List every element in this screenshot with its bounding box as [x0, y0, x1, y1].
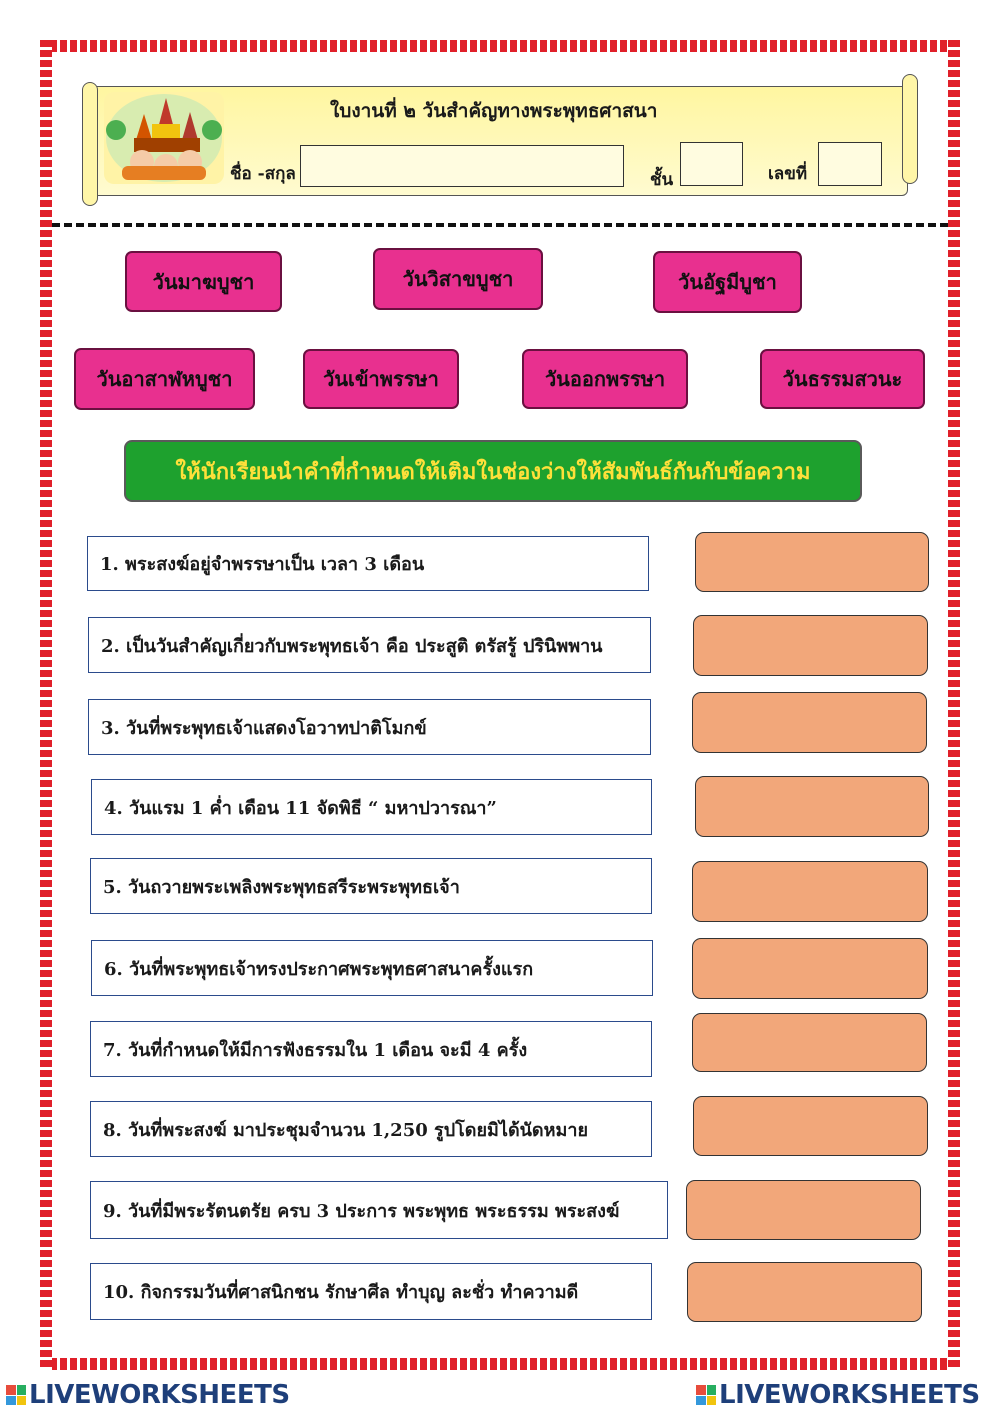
footer-brand-text: LIVEWORKSHEETS — [29, 1380, 290, 1410]
liveworksheets-logo-icon — [696, 1385, 716, 1405]
answer-box[interactable] — [693, 1096, 928, 1156]
question-text: 6. วันที่พระพุทธเจ้าทรงประกาศพระพุทธศาสนาครั้งแรก — [91, 940, 653, 996]
answer-box[interactable] — [693, 615, 928, 676]
question-text: 7. วันที่กำหนดให้มีการฟังธรรมใน 1 เดือน จะมี 4 ครั้ง — [90, 1021, 652, 1077]
answer-box[interactable] — [686, 1180, 921, 1240]
answer-box[interactable] — [692, 861, 928, 922]
word-chip[interactable]: วันอาสาฬหบูชา — [74, 348, 255, 410]
footer-brand-left[interactable] — [6, 1380, 290, 1410]
class-field[interactable] — [680, 142, 743, 186]
section-divider — [52, 223, 948, 227]
question-text: 4. วันแรม 1 ค่ำ เดือน 11 จัดพิธี “ มหาปวารณา” — [91, 779, 652, 835]
number-field[interactable] — [818, 142, 882, 186]
question-text: 8. วันที่พระสงฆ์ มาประชุมจำนวน 1,250 รูปโดยมิได้นัดหมาย — [90, 1101, 652, 1157]
page-border-bottom — [40, 1358, 960, 1370]
answer-box[interactable] — [692, 1013, 927, 1072]
question-text: 1. พระสงฆ์อยู่จำพรรษาเป็น เวลา 3 เดือน — [87, 536, 649, 591]
answer-box[interactable] — [687, 1262, 922, 1322]
page-border-left — [40, 40, 52, 1370]
word-chip[interactable]: วันออกพรรษา — [522, 349, 688, 409]
class-label: ชั้น — [650, 170, 674, 190]
footer-brand-text: LIVEWORKSHEETS — [719, 1380, 980, 1410]
footer-brand-right[interactable] — [696, 1380, 980, 1410]
page-border-top — [40, 40, 960, 52]
scroll-curl-left — [82, 82, 98, 206]
worksheet-title: ใบงานที่ ๒ วันสำคัญทางพระพุทธศาสนา — [330, 100, 658, 122]
question-text: 9. วันที่มีพระรัตนตรัย ครบ 3 ประการ พระพุทธ พระธรรม พระสงฆ์ — [90, 1181, 668, 1239]
number-label: เลขที่ — [768, 164, 808, 184]
question-text: 5. วันถวายพระเพลิงพระพุทธสรีระพระพุทธเจ้า — [90, 858, 652, 914]
scroll-curl-right — [902, 74, 918, 184]
answer-box[interactable] — [695, 776, 929, 837]
answer-box[interactable] — [692, 938, 928, 999]
word-chip[interactable]: วันธรรมสวนะ — [760, 349, 925, 409]
liveworksheets-logo-icon — [6, 1385, 26, 1405]
name-field[interactable] — [300, 145, 624, 187]
page-border-right — [948, 40, 960, 1370]
word-chip[interactable]: วันมาฆบูชา — [125, 251, 282, 312]
instruction-banner: ให้นักเรียนนำคำที่กำหนดให้เติมในช่องว่างให้สัมพันธ์กันกับข้อความ — [124, 440, 862, 502]
question-text: 10. กิจกรรมวันที่ศาสนิกชน รักษาศีล ทำบุญ ละชั่ว ทำความดี — [90, 1263, 652, 1320]
answer-box[interactable] — [695, 532, 929, 592]
word-chip[interactable]: วันอัฐมีบูชา — [653, 251, 802, 313]
word-chip[interactable]: วันวิสาขบูชา — [373, 248, 543, 310]
question-text: 3. วันที่พระพุทธเจ้าแสดงโอวาทปาติโมกข์ — [88, 699, 651, 755]
question-text: 2. เป็นวันสำคัญเกี่ยวกับพระพุทธเจ้า คือ ประสูติ ตรัสรู้ ปรินิพพาน — [88, 617, 651, 673]
name-label: ชื่อ -สกุล — [230, 164, 296, 184]
answer-box[interactable] — [692, 692, 927, 753]
temple-illustration-icon — [104, 92, 224, 184]
word-chip[interactable]: วันเข้าพรรษา — [303, 349, 459, 409]
